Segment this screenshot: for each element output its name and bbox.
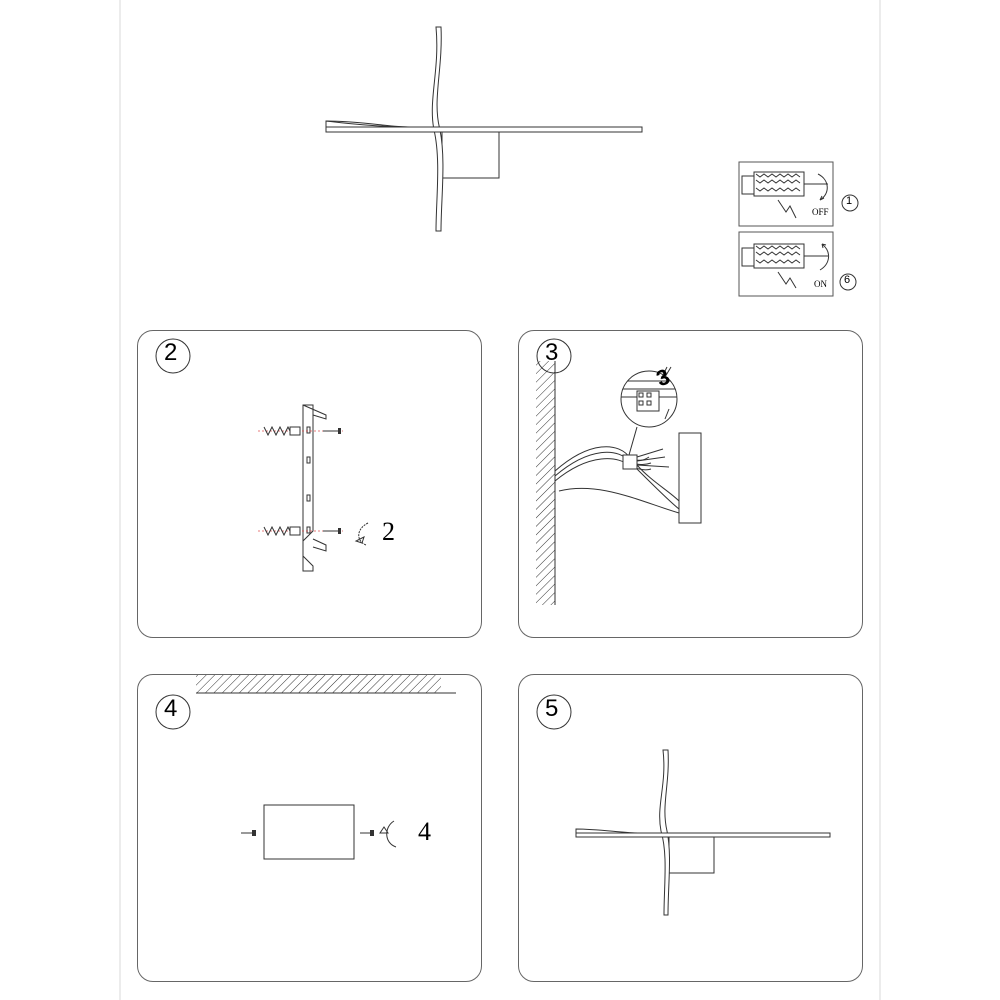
step-5-panel — [518, 674, 863, 982]
step-2-screw-label: 2 — [382, 517, 395, 546]
step-4-screw-label: 4 — [418, 817, 431, 846]
step-4-mounting-figure — [138, 675, 483, 983]
step-5-assembled-figure — [519, 675, 864, 983]
step-3-wire-label: 3 — [652, 363, 673, 392]
step-4-number: 4 — [164, 695, 178, 722]
step-3-number: 3 — [545, 339, 559, 366]
step-2-panel — [137, 330, 482, 638]
step-4-panel — [137, 674, 482, 982]
switch-on-step-number: 6 — [844, 274, 851, 286]
step-3-wiring-figure — [519, 331, 864, 639]
step-2-bracket-figure — [138, 331, 483, 639]
step-5-number: 5 — [545, 695, 559, 722]
step-2-number: 2 — [164, 339, 178, 366]
step-3-panel — [518, 330, 863, 638]
switch-off-step-number: 1 — [846, 195, 853, 207]
power-switch-diagram — [738, 160, 863, 300]
switch-on-label: ON — [814, 279, 827, 289]
switch-off-label: OFF — [812, 207, 829, 217]
